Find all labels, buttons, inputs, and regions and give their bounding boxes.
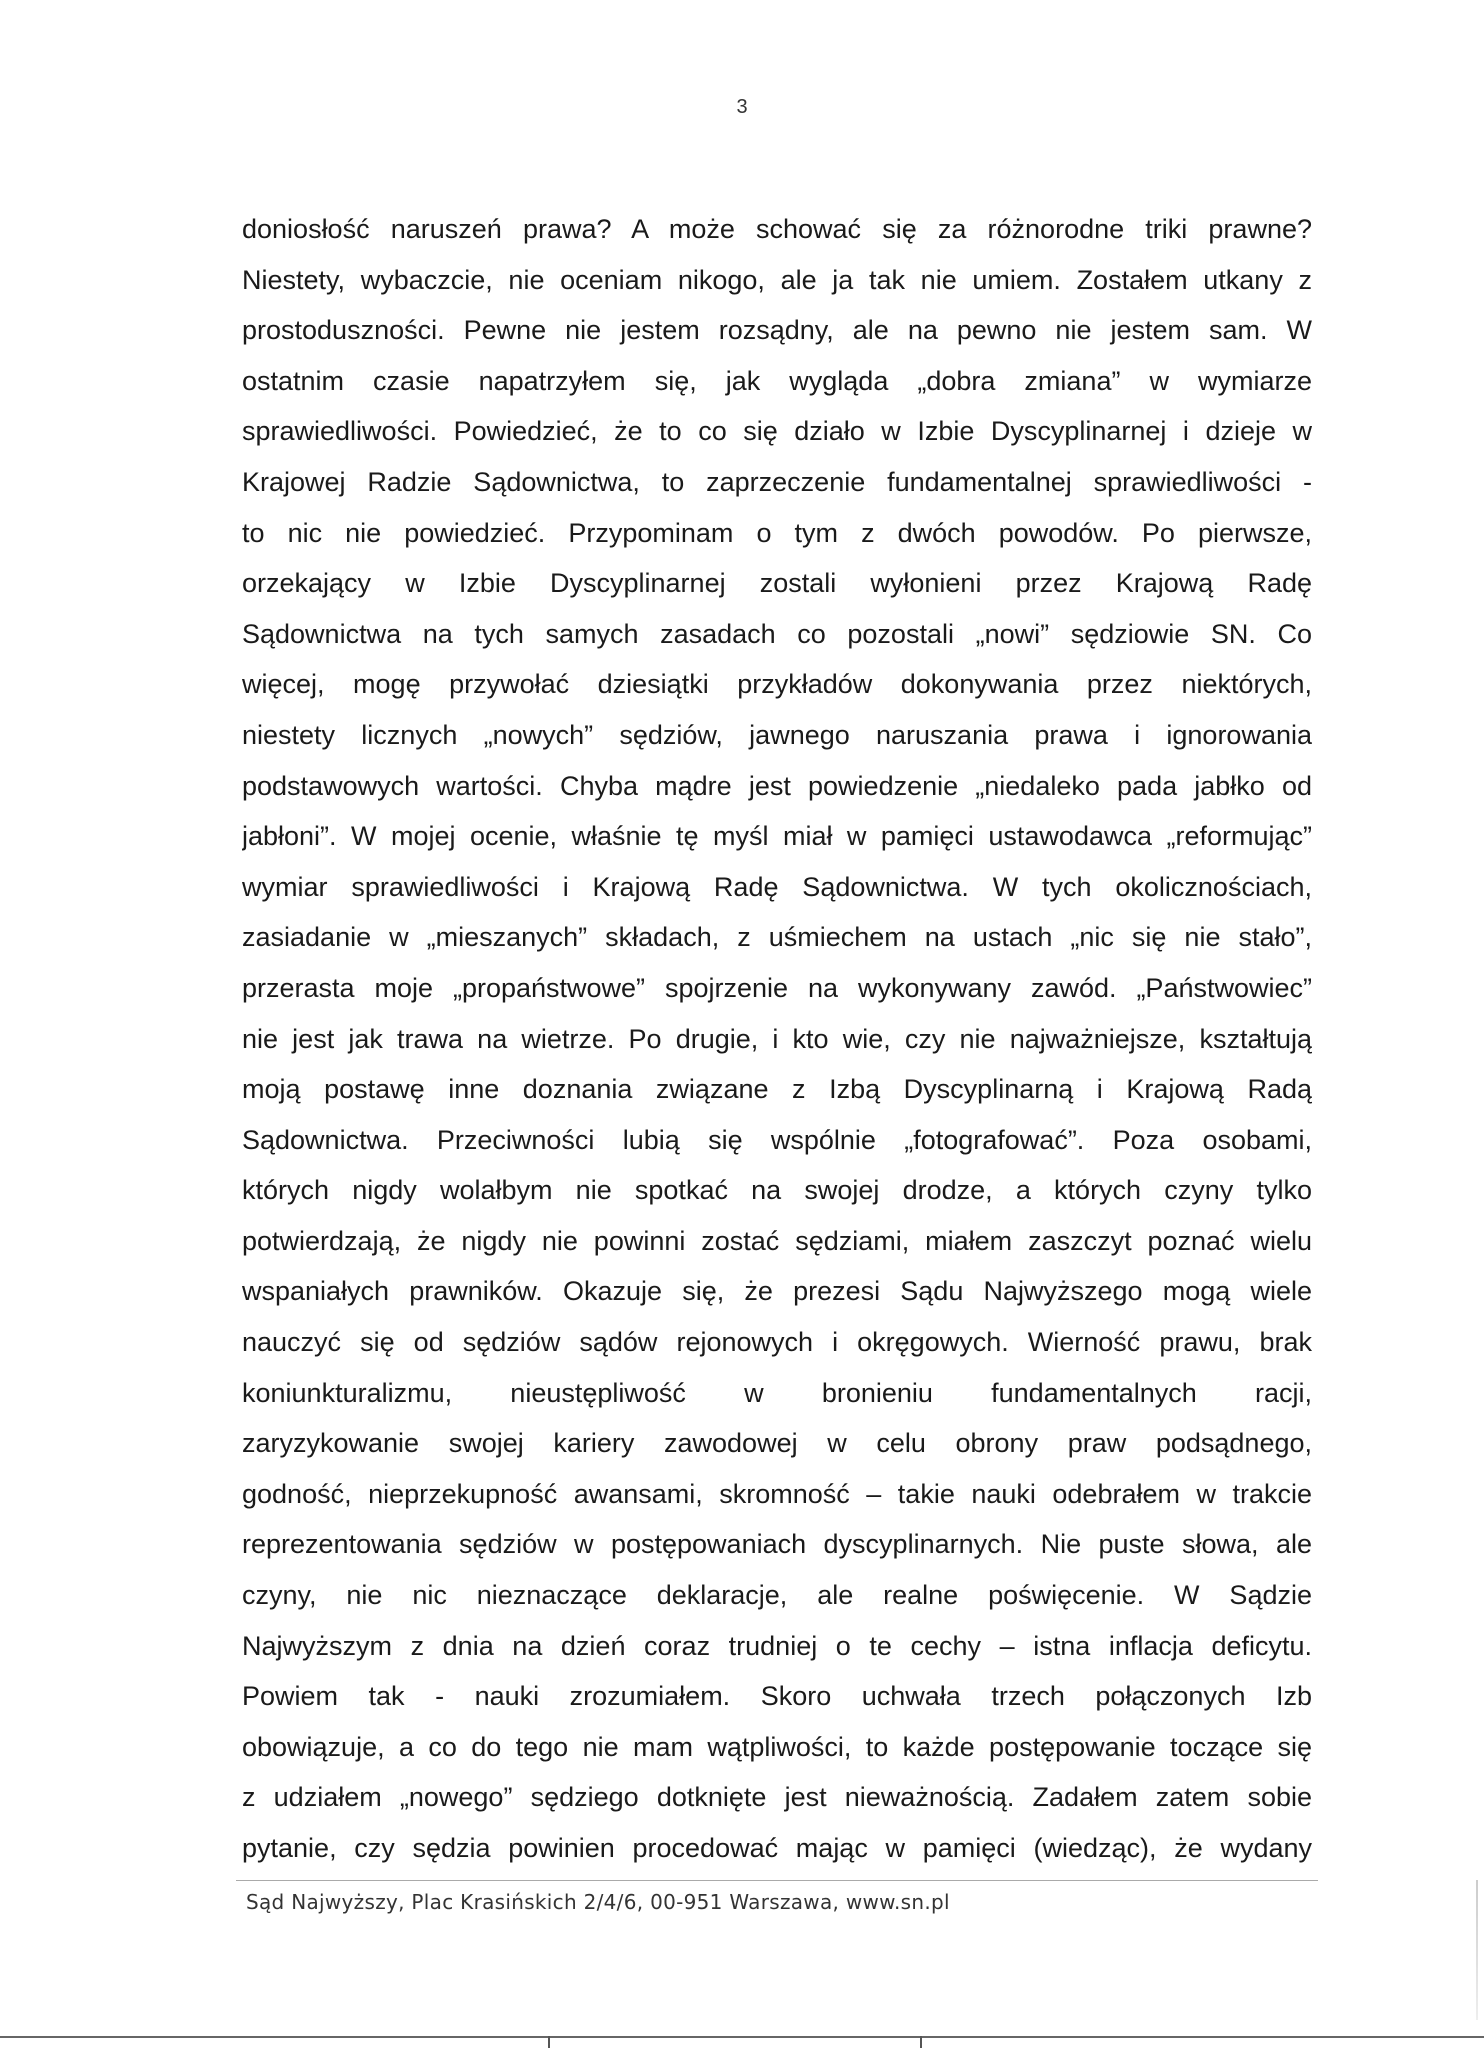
text-line: pytanie, czy sędzia powinien procedować mając w pamięci (wiedząc), że wydany: [242, 1833, 1312, 1863]
text-line: Sądownictwa na tych samych zasadach co pozostali „nowi” sędziowie SN. Co: [242, 618, 1312, 649]
text-line: których nigdy wolałbym nie spotkać na swojej drodze, a których czyny tylko: [242, 1175, 1312, 1206]
page-number: 3: [736, 96, 748, 118]
body-text: [242, 204, 1312, 1874]
text-line: czyny, nie nic nieznaczące deklaracje, ale realne poświęcenie. W Sądzie: [242, 1580, 1312, 1611]
text-line: więcej, mogę przywołać dziesiątki przykładów dokonywania przez niektórych,: [242, 669, 1312, 700]
text-line: niestety licznych „nowych” sędziów, jawnego naruszania prawa i ignorowania: [242, 719, 1312, 750]
text-line: ostatnim czasie napatrzyłem się, jak wygląda „dobra zmiana” w wymiarze: [242, 365, 1312, 396]
text-line: Niestety, wybaczcie, nie oceniam nikogo, ale ja tak nie umiem. Zostałem utkany z: [242, 264, 1312, 295]
text-line: zaryzykowanie swojej kariery zawodowej w celu obrony praw podsądnego,: [242, 1428, 1312, 1459]
text-line: zasiadanie w „mieszanych” składach, z uśmiechem na ustach „nic się nie stało”,: [242, 922, 1312, 953]
text-line: Krajowej Radzie Sądownictwa, to zaprzeczenie fundamentalnej sprawiedliwości -: [242, 466, 1312, 497]
footer-divider: [236, 1880, 1318, 1881]
text-line: podstawowych wartości. Chyba mądre jest powiedzenie „niedaleko pada jabłko od: [242, 770, 1312, 801]
text-line: z udziałem „nowego” sędziego dotknięte jest nieważnością. Zadałem zatem sobie: [242, 1782, 1312, 1813]
text-line: doniosłość naruszeń prawa? A może schować się za różnorodne triki prawne?: [242, 214, 1312, 244]
text-line: moją postawę inne doznania związane z Izbą Dyscyplinarną i Krajową Radą: [242, 1074, 1312, 1105]
text-line: to nic nie powiedzieć. Przypominam o tym z dwóch powodów. Po pierwsze,: [242, 517, 1312, 548]
text-line: koniunkturalizmu, nieustępliwość w bronieniu fundamentalnych racji,: [242, 1377, 1312, 1408]
text-line: Powiem tak - nauki zrozumiałem. Skoro uchwała trzech połączonych Izb: [242, 1681, 1312, 1712]
text-line: przerasta moje „propaństwowe” spojrzenie na wykonywany zawód. „Państwowiec”: [242, 972, 1312, 1003]
text-line: orzekający w Izbie Dyscyplinarnej zostali wyłonieni przez Krajową Radę: [242, 568, 1312, 599]
scan-tick: [920, 2036, 922, 2048]
text-line: Najwyższym z dnia na dzień coraz trudniej o te cechy – istna inflacja deficytu.: [242, 1630, 1312, 1661]
scan-edge: [1476, 1880, 1478, 2020]
text-line: obowiązuje, a co do tego nie mam wątpliwości, to każde postępowanie toczące się: [242, 1731, 1312, 1762]
text-line: nauczyć się od sędziów sądów rejonowych i okręgowych. Wierność prawu, brak: [242, 1327, 1312, 1358]
text-line: jabłoni”. W mojej ocenie, właśnie tę myśl miał w pamięci ustawodawca „reformując”: [242, 821, 1312, 852]
text-line: sprawiedliwości. Powiedzieć, że to co się działo w Izbie Dyscyplinarnej i dzieje w: [242, 416, 1312, 447]
text-line: reprezentowania sędziów w postępowaniach dyscyplinarnych. Nie puste słowa, ale: [242, 1529, 1312, 1560]
text-line: godność, nieprzekupność awansami, skromność – takie nauki odebrałem w trakcie: [242, 1478, 1312, 1509]
text-line: nie jest jak trawa na wietrze. Po drugie, i kto wie, czy nie najważniejsze, kształtują: [242, 1023, 1312, 1054]
scan-bottom-edge: [0, 2036, 1484, 2038]
text-line: wymiar sprawiedliwości i Krajową Radę Sądownictwa. W tych okolicznościach,: [242, 871, 1312, 902]
text-line: wspaniałych prawników. Okazuje się, że prezesi Sądu Najwyższego mogą wiele: [242, 1276, 1312, 1307]
text-line: Sądownictwa. Przeciwności lubią się wspólnie „fotografować”. Poza osobami,: [242, 1124, 1312, 1155]
text-line: potwierdzają, że nigdy nie powinni zostać sędziami, miałem zaszczyt poznać wielu: [242, 1225, 1312, 1256]
footer-address: Sąd Najwyższy, Plac Krasińskich 2/4/6, 00-951 Warszawa, www.sn.pl: [246, 1890, 950, 1914]
text-line: prostoduszności. Pewne nie jestem rozsądny, ale na pewno nie jestem sam. W: [242, 315, 1312, 346]
scan-tick: [548, 2036, 550, 2048]
